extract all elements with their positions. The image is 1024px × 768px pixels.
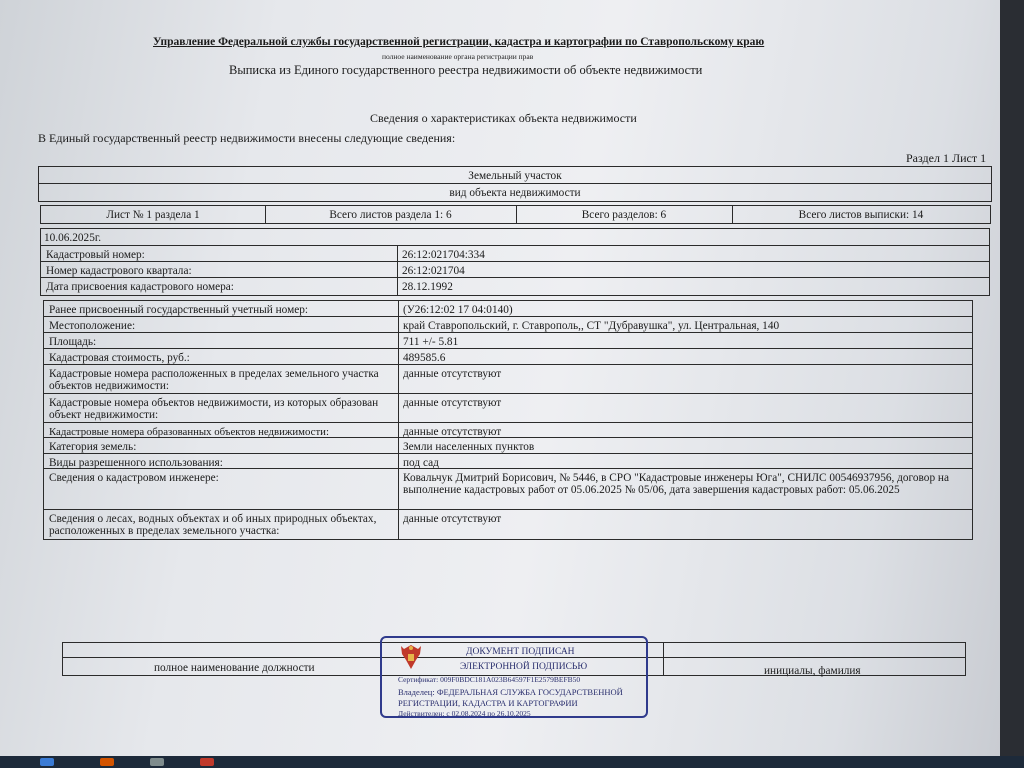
section-title: Сведения о характеристиках объекта недвижимости (370, 111, 637, 125)
formed-objects-value: данные отсутствуют (403, 426, 502, 438)
land-category-label: Категория земель: (49, 441, 137, 453)
basic-info-table (40, 228, 990, 296)
previous-number-value: (У26:12:02 17 04:0140) (403, 304, 513, 316)
assignment-date-label: Дата присвоения кадастрового номера: (46, 281, 234, 293)
location-value: край Ставропольский, г. Ставрополь,, СТ "Дубравушка", ул. Центральная, 140 (403, 320, 780, 332)
area-label: Площадь: (49, 336, 97, 348)
sheet-of-section: Лист № 1 раздела 1 (106, 209, 200, 221)
owner-line1: Владелец: ФЕДЕРАЛЬНАЯ СЛУЖБА ГОСУДАРСТВЕННОЙ (398, 687, 623, 697)
natural-objects-value: данные отсутствуют (403, 513, 502, 525)
cadastral-number-value: 26:12:021704:334 (402, 249, 485, 261)
assignment-date-value: 28.12.1992 (402, 281, 453, 293)
natural-objects-label: Сведения о лесах, водных объектах и об иных природных объектах, расположенных в пределах земельного участка: (49, 513, 377, 537)
taskbar-app-icon[interactable] (150, 758, 164, 766)
authority-caption: полное наименование органа регистрации прав (382, 52, 534, 61)
details-table (43, 300, 973, 540)
cadastral-quarter-value: 26:12:021704 (402, 265, 465, 277)
cadastral-value-value: 489585.6 (403, 352, 446, 364)
total-sheets-extract: Всего листов выписки: 14 (798, 209, 924, 221)
page-reference: Раздел 1 Лист 1 (906, 151, 987, 165)
object-type-caption: вид объекта недвижимости (449, 187, 581, 199)
cadastral-number-label: Кадастровый номер: (46, 249, 145, 261)
located-objects-value: данные отсутствуют (403, 368, 502, 380)
previous-number-label: Ранее присвоенный государственный учетный номер: (49, 304, 309, 316)
stamp-line2: ЭЛЕКТРОННОЙ ПОДПИСЬЮ (460, 662, 588, 672)
object-type: Земельный участок (468, 170, 562, 182)
coat-of-arms-icon (398, 642, 424, 672)
source-objects-label: Кадастровые номера объектов недвижимости, из которых образован объект недвижимости: (49, 397, 379, 421)
total-sheets-section: Всего листов раздела 1: 6 (329, 209, 452, 221)
authority-name: Управление Федеральной службы государственной регистрации, кадастра и картографии по Ставропольскому краю (153, 36, 765, 48)
located-objects-label: Кадастровые номера расположенных в пределах земельного участка объектов недвижимости: (49, 368, 379, 392)
object-type-box (38, 166, 992, 202)
certificate-number: Сертификат: 009F0BDC181A023B64597F1E2579BEFB50 (398, 675, 581, 684)
permitted-use-value: под сад (403, 457, 439, 469)
area-value: 711 +/- 5.81 (403, 336, 459, 348)
taskbar-app-icon[interactable] (100, 758, 114, 766)
formed-objects-label: Кадастровые номера образованных объектов недвижимости: (49, 426, 329, 438)
stamp-line1: ДОКУМЕНТ ПОДПИСАН (466, 647, 575, 657)
permitted-use-label: Виды разрешенного использования: (49, 457, 223, 469)
taskbar-app-icon[interactable] (200, 758, 214, 766)
taskbar-app-icon[interactable] (40, 758, 54, 766)
location-label: Местоположение: (49, 320, 136, 332)
total-sections: Всего разделов: 6 (581, 209, 667, 221)
name-caption: инициалы, фамилия (764, 665, 861, 677)
engineer-value: Ковальчук Дмитрий Борисович, № 5446, в СРО "Кадастровые инженеры Юга", СНИЛС 00546937956, договор на выполнение кадастровых работ от 05.06.2025 № 05/06, дата завершения кадастровых работ: 05.06.2025 (403, 472, 949, 496)
land-category-value: Земли населенных пунктов (403, 441, 535, 453)
extract-date: 10.06.2025г. (44, 232, 102, 244)
sheet-info-row (40, 205, 991, 224)
cadastral-value-label: Кадастровая стоимость, руб.: (49, 352, 190, 364)
document-title: Выписка из Единого государственного реестра недвижимости об объекте недвижимости (229, 63, 703, 77)
position-caption: полное наименование должности (154, 662, 315, 674)
intro-text: В Единый государственный реестр недвижимости внесены следующие сведения: (38, 131, 456, 145)
engineer-label: Сведения о кадастровом инженере: (49, 472, 219, 484)
source-objects-value: данные отсутствуют (403, 397, 502, 409)
validity-period: Действителен: с 02.08.2024 по 26.10.2025 (398, 709, 531, 718)
owner-line2: РЕГИСТРАЦИИ, КАДАСТРА И КАРТОГРАФИИ (398, 698, 578, 708)
e-signature-stamp (380, 636, 648, 718)
cadastral-quarter-label: Номер кадастрового квартала: (46, 265, 192, 277)
